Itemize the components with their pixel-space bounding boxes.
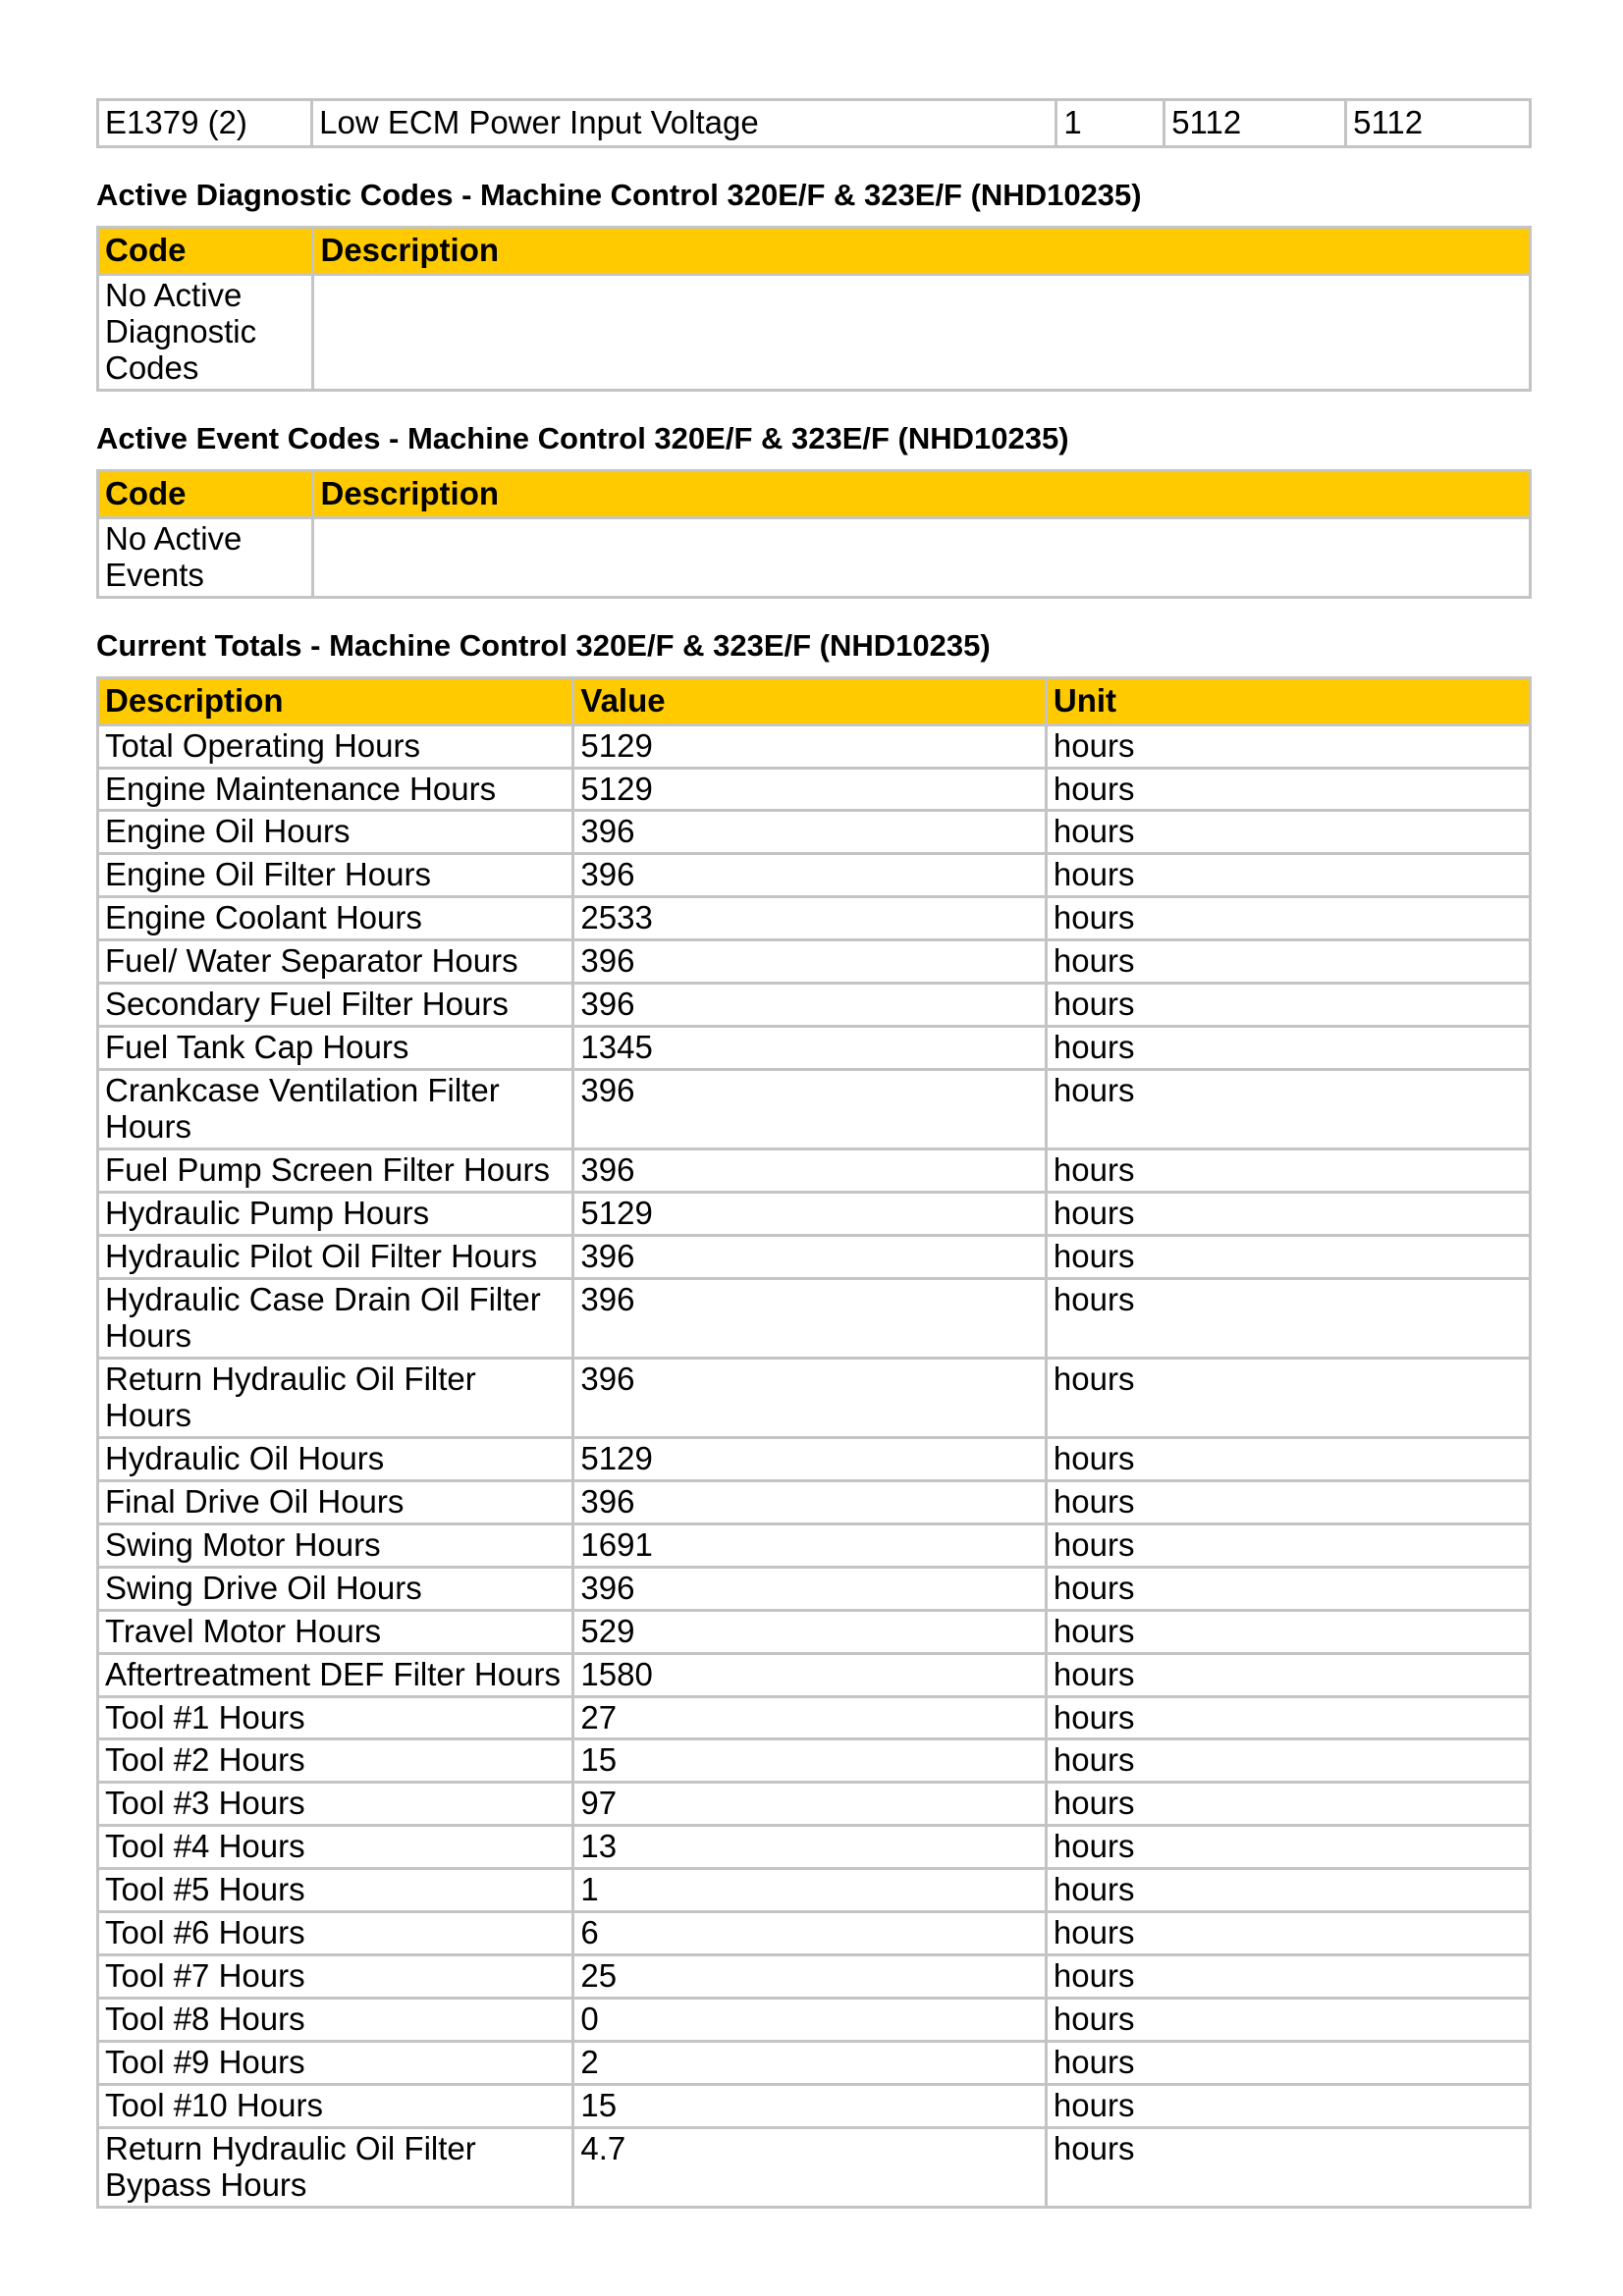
table-cell: 5129 [574,1439,1045,1479]
codes-table [96,226,1532,392]
table-cell: Engine Maintenance Hours [99,770,571,810]
table-row [99,1612,1529,1652]
table-cell: hours [1048,812,1529,852]
fragment-cell: 5112 [1165,101,1344,145]
table-cell: hours [1048,1280,1529,1357]
table-cell: 6 [574,1913,1045,1953]
table-cell: Crankcase Ventilation Filter Hours [99,1071,571,1148]
table-cell: hours [1048,1439,1529,1479]
table-row [99,1698,1529,1738]
table-cell: Tool #5 Hours [99,1870,571,1910]
table-cell [314,519,1529,596]
table-cell: 5129 [574,726,1045,767]
table-cell: 396 [574,1569,1045,1609]
table-cell: 396 [574,1482,1045,1522]
table-cell: Fuel Pump Screen Filter Hours [99,1150,571,1191]
table-cell: Hydraulic Case Drain Oil Filter Hours [99,1280,571,1357]
table-cell: Swing Drive Oil Hours [99,1569,571,1609]
column-header: Code [99,229,311,273]
table-cell: 1345 [574,1028,1045,1068]
table-cell: 396 [574,1071,1045,1148]
table-cell: hours [1048,855,1529,895]
table-cell: hours [1048,1194,1529,1234]
table-cell: 0 [574,2000,1045,2040]
table-cell: Engine Oil Filter Hours [99,855,571,895]
table-cell: hours [1048,1913,1529,1953]
table-cell: 5129 [574,1194,1045,1234]
table-cell: Tool #7 Hours [99,1956,571,1997]
table-cell: hours [1048,2000,1529,2040]
table-cell: hours [1048,1612,1529,1652]
table-cell: 396 [574,985,1045,1025]
table-cell: hours [1048,1655,1529,1695]
table-cell: 396 [574,1280,1045,1357]
table-row [99,2086,1529,2126]
table-cell: hours [1048,1028,1529,1068]
table-cell: hours [1048,726,1529,767]
table-cell: 396 [574,812,1045,852]
table-cell: 15 [574,2086,1045,2126]
table-cell: hours [1048,1870,1529,1910]
table-cell: hours [1048,985,1529,1025]
table-cell: 5129 [574,770,1045,810]
table-row [99,1913,1529,1953]
table-cell: Fuel Tank Cap Hours [99,1028,571,1068]
section-title: Active Event Codes - Machine Control 320E/F & 323E/F (NHD10235) [96,420,1069,455]
table-cell: hours [1048,1956,1529,1997]
section-active-event-codes [96,421,1532,599]
table-cell: hours [1048,1237,1529,1277]
table-row [99,1655,1529,1695]
table-row [99,1028,1529,1068]
section-current-totals [96,628,1532,2209]
table-cell: Final Drive Oil Hours [99,1482,571,1522]
table-cell: hours [1048,1740,1529,1781]
table-cell: 396 [574,1237,1045,1277]
table-row [99,1569,1529,1609]
table-cell: Hydraulic Oil Hours [99,1439,571,1479]
table-cell: hours [1048,770,1529,810]
table-cell: Tool #8 Hours [99,2000,571,2040]
table-cell: hours [1048,2129,1529,2206]
table-cell: hours [1048,1150,1529,1191]
header-row [99,229,1529,273]
table-row [99,1360,1529,1436]
table-row [99,1150,1529,1191]
table-row [99,1439,1529,1479]
table-row [99,2043,1529,2083]
table-cell: Return Hydraulic Oil Filter Bypass Hours [99,2129,571,2206]
fragment-cell: E1379 (2) [99,101,310,145]
table-cell: 396 [574,855,1045,895]
table-cell: Engine Coolant Hours [99,898,571,938]
column-header: Description [314,229,1529,273]
table-row [99,519,1529,596]
table-row [99,812,1529,852]
table-row [99,1482,1529,1522]
table-cell: 396 [574,1150,1045,1191]
table-row [99,1237,1529,1277]
table-row [99,1784,1529,1824]
table-cell: 1691 [574,1525,1045,1566]
column-header: Unit [1048,679,1529,723]
table-cell: Total Operating Hours [99,726,571,767]
table-cell: No Active Events [99,519,311,596]
table-cell: No Active Diagnostic Codes [99,276,311,389]
table-cell [314,276,1529,389]
table-row [99,1525,1529,1566]
table-row [99,1956,1529,1997]
table-cell: 15 [574,1740,1045,1781]
column-header: Code [99,472,311,516]
section-title: Current Totals - Machine Control 320E/F & 323E/F (NHD10235) [96,627,991,663]
table-cell: hours [1048,1071,1529,1148]
table-cell: 4.7 [574,2129,1045,2206]
table-row [99,770,1529,810]
table-cell: Swing Motor Hours [99,1525,571,1566]
table-cell: 13 [574,1827,1045,1867]
table-cell: 396 [574,941,1045,982]
fragment-cell: Low ECM Power Input Voltage [313,101,1055,145]
table-cell: Tool #1 Hours [99,1698,571,1738]
table-cell: 529 [574,1612,1045,1652]
column-header: Value [574,679,1045,723]
table-cell: 25 [574,1956,1045,1997]
table-cell: hours [1048,1525,1529,1566]
table-row [99,1740,1529,1781]
table-cell: Tool #3 Hours [99,1784,571,1824]
table-cell: Tool #2 Hours [99,1740,571,1781]
table-row [99,2000,1529,2040]
table-row [99,1870,1529,1910]
column-header: Description [314,472,1529,516]
table-row [99,276,1529,389]
table-cell: hours [1048,2043,1529,2083]
table-cell: hours [1048,1569,1529,1609]
table-cell: hours [1048,1784,1529,1824]
table-cell: 396 [574,1360,1045,1436]
table-cell: Hydraulic Pump Hours [99,1194,571,1234]
event-code-fragment-table [96,98,1532,148]
table-cell: hours [1048,1482,1529,1522]
table-cell: 27 [574,1698,1045,1738]
table-row [99,941,1529,982]
table-row [99,898,1529,938]
fragment-cell: 5112 [1347,101,1529,145]
table-cell: 97 [574,1784,1045,1824]
section-active-diagnostic-codes [96,178,1532,392]
table-cell: Fuel/ Water Separator Hours [99,941,571,982]
table-cell: hours [1048,898,1529,938]
table-cell: Engine Oil Hours [99,812,571,852]
table-cell: 2 [574,2043,1045,2083]
codes-table [96,469,1532,599]
table-row [99,1827,1529,1867]
table-cell: Tool #9 Hours [99,2043,571,2083]
table-cell: 1580 [574,1655,1045,1695]
table-cell: hours [1048,1698,1529,1738]
table-cell: Travel Motor Hours [99,1612,571,1652]
table-cell: 1 [574,1870,1045,1910]
header-row [99,679,1529,723]
table-cell: Aftertreatment DEF Filter Hours [99,1655,571,1695]
table-cell: hours [1048,1827,1529,1867]
table-cell: Tool #4 Hours [99,1827,571,1867]
table-cell: hours [1048,2086,1529,2126]
section-title: Active Diagnostic Codes - Machine Control 320E/F & 323E/F (NHD10235) [96,177,1142,212]
table-row [99,2129,1529,2206]
column-header: Description [99,679,571,723]
table-cell: 2533 [574,898,1045,938]
table-row [99,855,1529,895]
fragment-row [99,101,1529,145]
table-row [99,985,1529,1025]
table-row [99,1071,1529,1148]
table-cell: Return Hydraulic Oil Filter Hours [99,1360,571,1436]
table-row [99,1194,1529,1234]
table-cell: Secondary Fuel Filter Hours [99,985,571,1025]
fragment-cell: 1 [1057,101,1163,145]
table-cell: Hydraulic Pilot Oil Filter Hours [99,1237,571,1277]
table-cell: hours [1048,941,1529,982]
table-row [99,726,1529,767]
totals-table [96,676,1532,2209]
table-cell: Tool #6 Hours [99,1913,571,1953]
table-cell: hours [1048,1360,1529,1436]
table-row [99,1280,1529,1357]
header-row [99,472,1529,516]
table-cell: Tool #10 Hours [99,2086,571,2126]
